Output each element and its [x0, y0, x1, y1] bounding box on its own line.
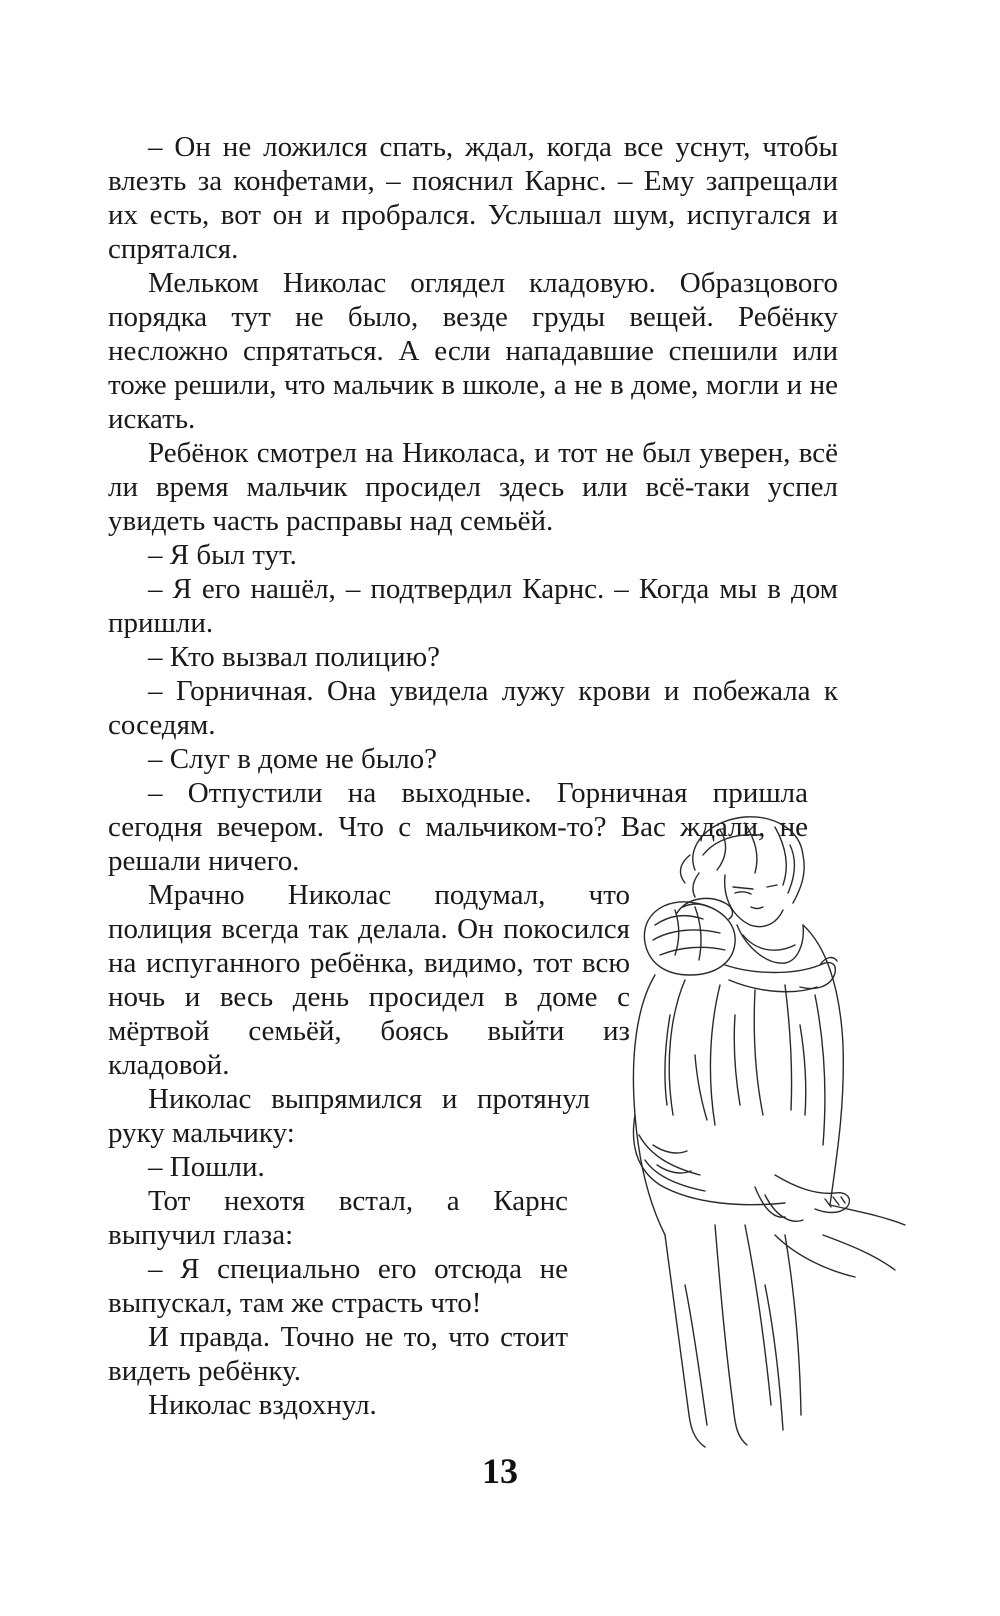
paragraph-16: Николас вздохнул. [148, 1389, 377, 1421]
paragraph-13: Тот нехотя встал, а Карнс выпучил глаза: [108, 1185, 568, 1251]
paragraph-2: Мельком Николас оглядел кладовую. Образцового порядка тут не было, везде груды вещей. Ребёнку несложно спрятаться. А если нападавшие спешили или тоже решили, что мальчик в школе, а не в доме, могли и не искать. [108, 267, 838, 435]
paragraph-15: И правда. Точно не то, что стоит видеть ребёнку. [108, 1321, 568, 1387]
paragraph-1: – Он не ложился спать, ждал, когда все уснут, чтобы влезть за конфетами, – пояснил Карнс. – Ему запрещали их есть, вот он и пробрался. Услышал шум, испугался и спрятался. [108, 131, 838, 265]
paragraph-9: – Отпустили на выходные. Горничная пришла сегодня вечером. Что с мальчиком-то? Вас ждали, не решали ничего. [108, 777, 808, 877]
paragraph-12: – Пошли. [148, 1151, 265, 1183]
paragraph-3: Ребёнок смотрел на Николаса, и тот не был уверен, всё ли время мальчик просидел здесь или всё-таки успел увидеть часть расправы над семьёй. [108, 437, 838, 537]
paragraph-6: – Кто вызвал полицию? [148, 641, 441, 673]
page-number: 13 [482, 1451, 518, 1491]
paragraph-5: – Я его нашёл, – подтвердил Карнс. – Когда мы в дом пришли. [108, 573, 838, 639]
paragraph-4: – Я был тут. [148, 539, 297, 571]
ink-drawing-man-carrying-child-icon [625, 815, 910, 1455]
paragraph-10: Мрачно Николас подумал, что полиция всегда так делала. Он покосился на испуганного ребёнка, видимо, тот всю ночь и весь день просидел в доме с мёртвой семьёй, боясь выйти из кладовой. [108, 879, 630, 1081]
paragraph-11: Николас выпрямился и протянул руку мальчику: [108, 1083, 590, 1149]
paragraph-8: – Слуг в доме не было? [148, 743, 438, 775]
paragraph-7: – Горничная. Она увидела лужу крови и побежала к соседям. [108, 675, 838, 741]
paragraph-14: – Я специально его отсюда не выпускал, там же страсть что! [108, 1253, 568, 1319]
